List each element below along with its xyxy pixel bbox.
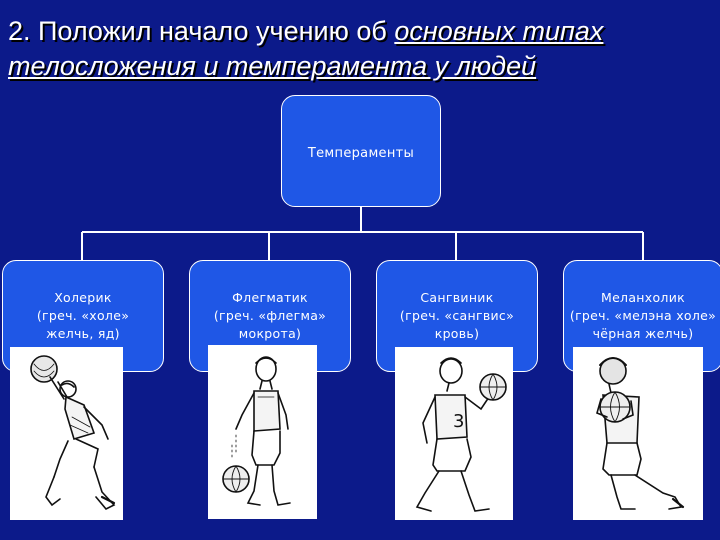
type-meaning: желчь, яд): [46, 326, 120, 341]
basketball-player-number-3-icon: [395, 347, 513, 520]
basketball-player-jumping-icon: [10, 347, 123, 520]
type-meaning: мокрота): [238, 326, 302, 341]
type-name: Сангвиник: [420, 290, 494, 305]
type-name: Флегматик: [232, 290, 308, 305]
type-etymology: (греч. «сангвис»: [399, 308, 515, 323]
type-name: Меланхолик: [600, 290, 685, 305]
type-meaning: кровь): [434, 326, 480, 341]
basketball-player-holding-ball-icon: [573, 347, 703, 520]
basketball-player-dribbling-slowly-icon: [208, 345, 317, 519]
title-prefix: 2. Положил начало учению об: [8, 16, 395, 46]
type-etymology: (греч. «флегма»: [213, 308, 327, 323]
type-name: Холерик: [54, 290, 112, 305]
title-emphasis: основных типах телосложения и темперамента у людей: [8, 16, 604, 81]
type-etymology: (греч. «холе»: [36, 308, 130, 323]
svg-text:3: 3: [453, 411, 465, 432]
type-meaning: чёрная желчь): [592, 326, 694, 341]
root-node-label: Темпераменты: [307, 146, 415, 161]
root-node-temperaments: [281, 95, 441, 207]
type-etymology: (греч. «мелэна холе»: [569, 308, 717, 323]
